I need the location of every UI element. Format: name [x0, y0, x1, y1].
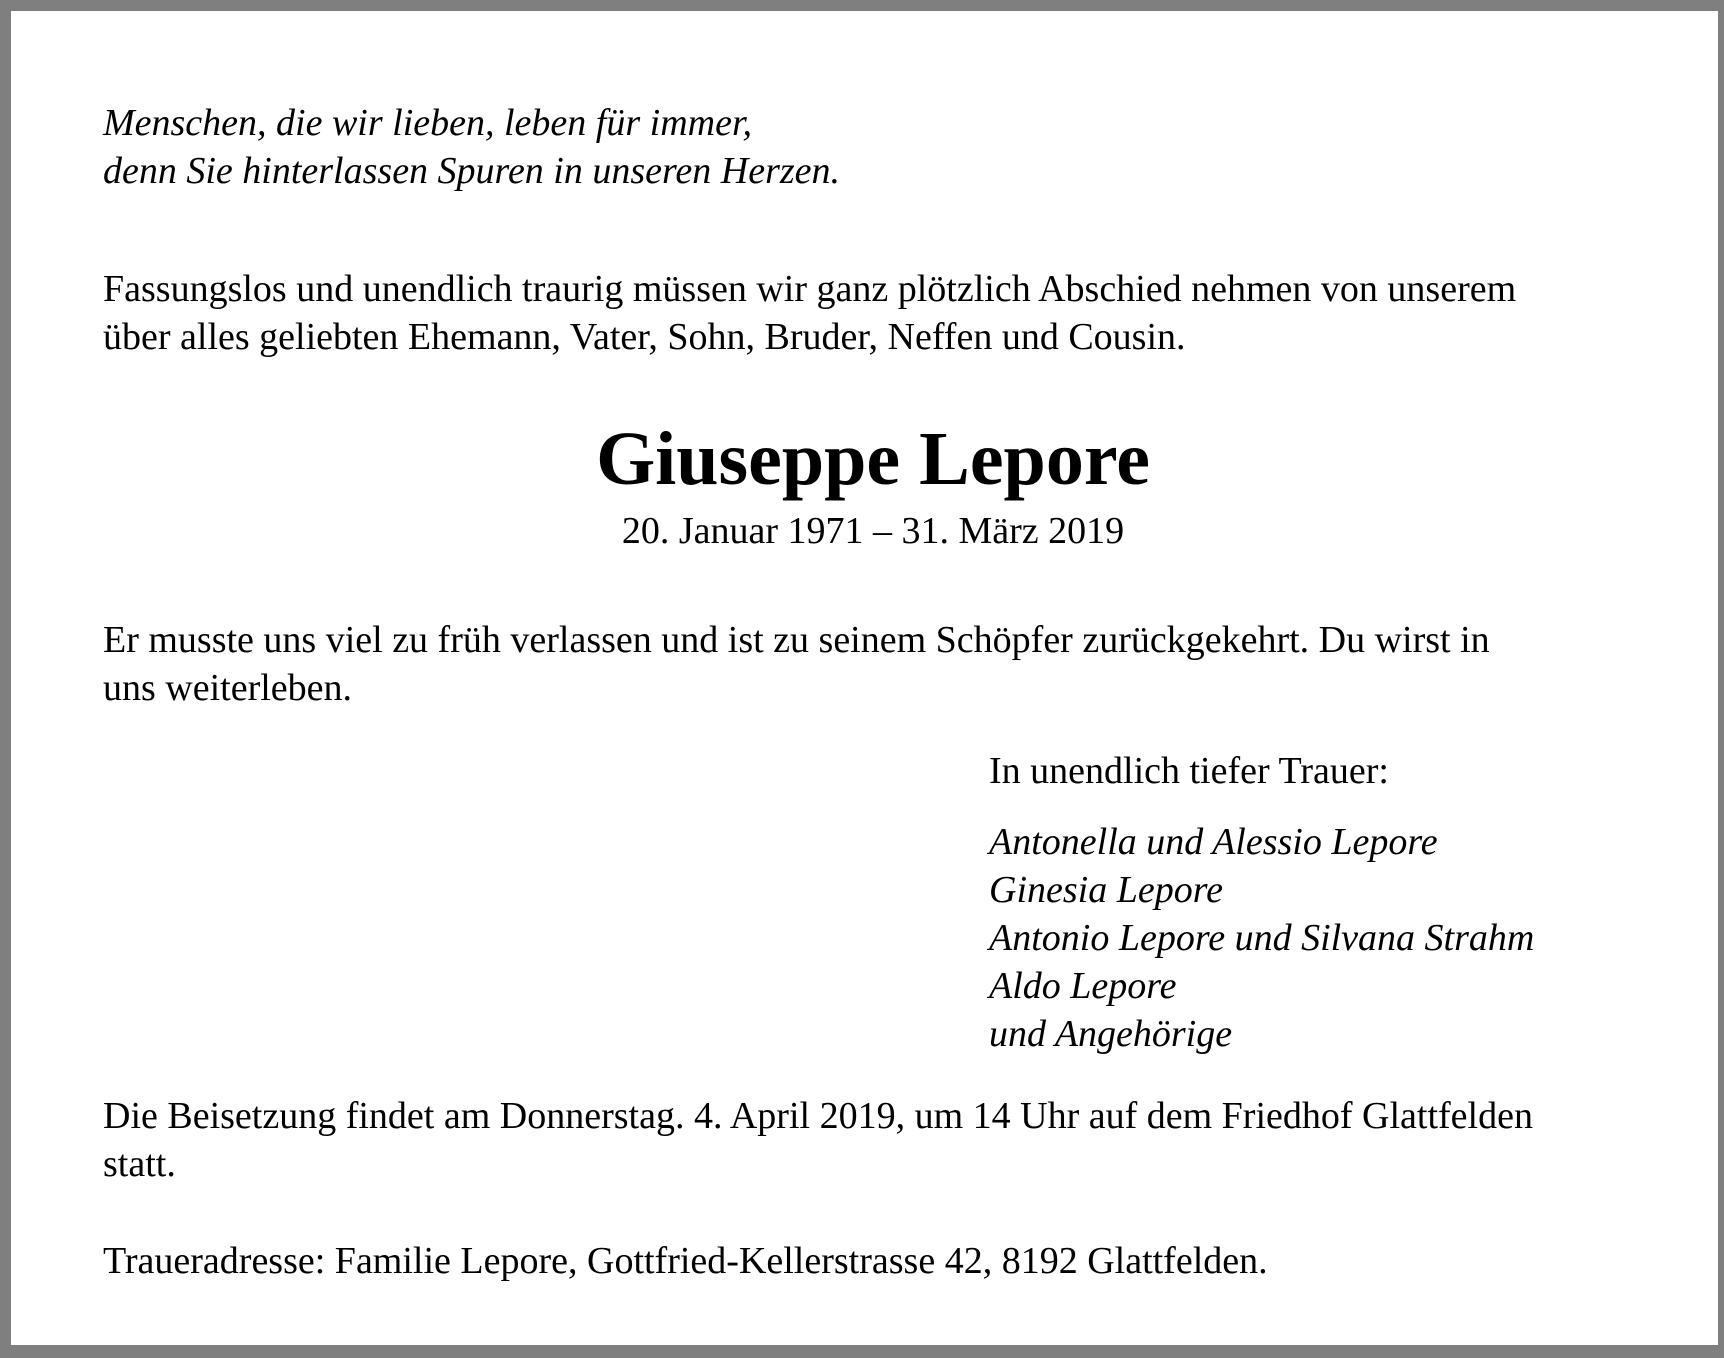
intro-paragraph [103, 265, 1516, 361]
deceased-name: Giuseppe Lepore [596, 417, 1150, 501]
quote-line-2: denn Sie hinterlassen Spuren in unseren Herzen. [103, 150, 841, 192]
funeral-line-1: Die Beisetzung findet am Donnerstag. 4. April 2019, um 14 Uhr auf dem Friedhof Glattfelden [103, 1095, 1533, 1137]
message-line-1: Er musste uns viel zu früh verlassen und ist zu seinem Schöpfer zurückgekehrt. Du wirst in [103, 619, 1490, 661]
farewell-message [103, 616, 1490, 712]
message-line-2: uns weiterleben. [103, 667, 353, 709]
mourning-heading: In unendlich tiefer Trauer: [989, 750, 1389, 792]
funeral-line-2: statt. [103, 1143, 176, 1185]
memorial-quote [103, 99, 840, 195]
mourner-item: und Angehörige [989, 1013, 1233, 1055]
life-dates: 20. Januar 1971 – 31. März 2019 [621, 510, 1125, 552]
mourner-item: Ginesia Lepore [989, 869, 1223, 911]
mourner-item: Antonio Lepore und Silvana Strahm [989, 917, 1535, 959]
mourners-list [989, 818, 1534, 1058]
intro-line-1: Fassungslos und unendlich traurig müssen wir ganz plötzlich Abschied nehmen von unserem [103, 268, 1517, 310]
quote-line-1: Menschen, die wir lieben, leben für immer, [103, 102, 753, 144]
funeral-details [103, 1092, 1533, 1188]
intro-line-2: über alles geliebten Ehemann, Vater, Sohn, Bruder, Neffen und Cousin. [103, 316, 1186, 358]
mourning-address: Traueradresse: Familie Lepore, Gottfried-Kellerstrasse 42, 8192 Glattfelden. [103, 1240, 1268, 1282]
mourner-item: Antonella und Alessio Lepore [989, 821, 1438, 863]
mourner-item: Aldo Lepore [989, 965, 1177, 1007]
